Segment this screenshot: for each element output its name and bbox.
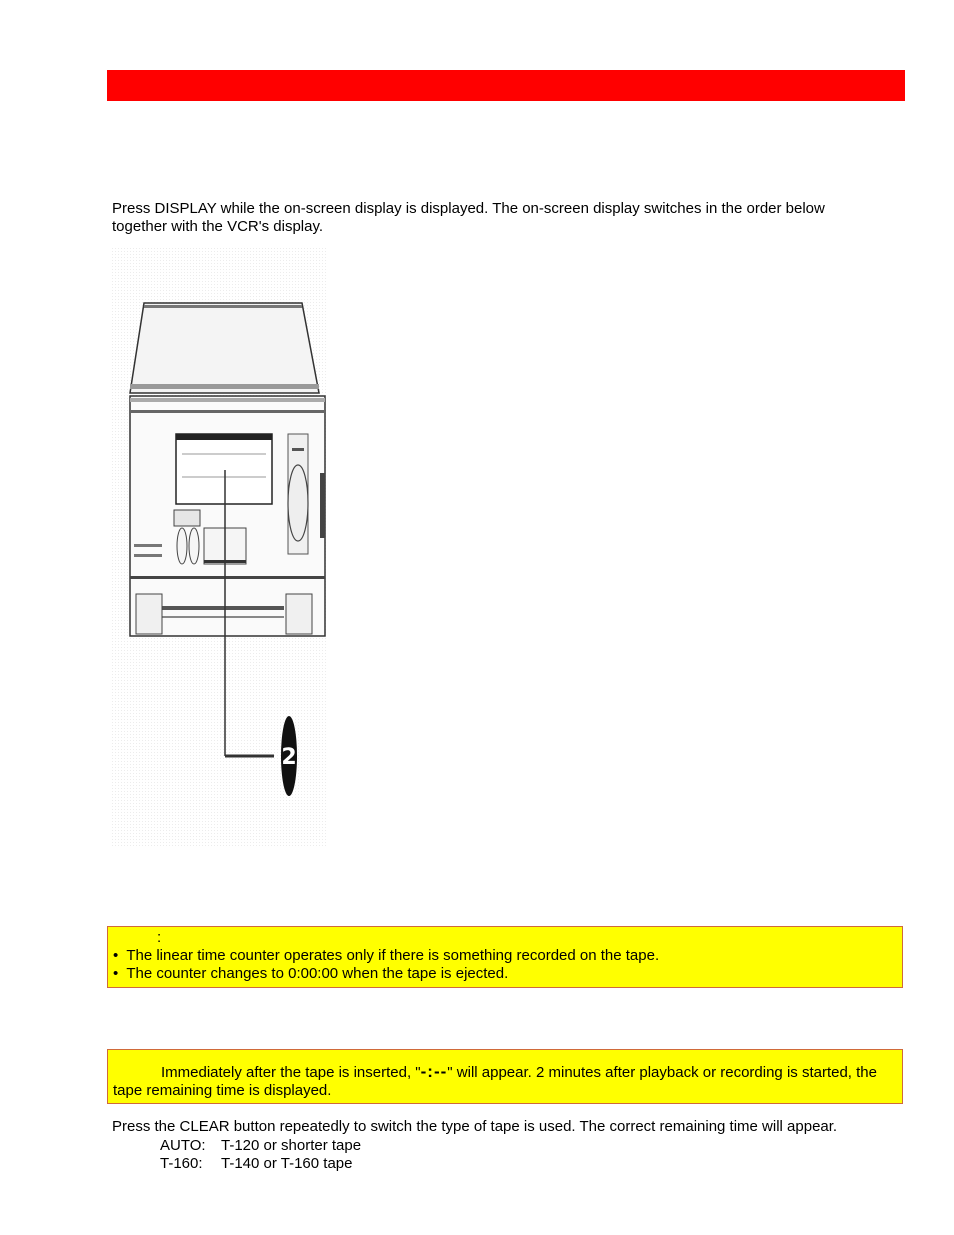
- tape-type-label: AUTO:: [160, 1137, 206, 1154]
- tape-type-desc: T-140 or T-160 tape: [221, 1155, 353, 1172]
- remaining-time-indicator: -:--: [420, 1062, 448, 1081]
- intro-paragraph: Press DISPLAY while the on-screen display is displayed. The on-screen display switches in the order below together with the VCR's display.: [112, 200, 825, 235]
- clear-button-paragraph: Press the CLEAR button repeatedly to switch the type of tape is used. The correct remaining time will appear.: [112, 1118, 838, 1135]
- note-header: :: [157, 929, 162, 946]
- vcr-front-panel-illustration: [112, 248, 327, 848]
- section-header-bar: [107, 70, 905, 101]
- callout-number: 2: [281, 745, 297, 770]
- tape-type-row: [160, 1137, 361, 1155]
- note-box-remaining-time: Immediately after the tape is inserted, "-:--" will appear. 2 minutes after playback or recording is started, the tape remaining time is displayed.: [107, 1049, 903, 1104]
- note-box-counter: [107, 926, 903, 988]
- tape-type-label: T-160:: [160, 1155, 203, 1172]
- note-bullet: • The counter changes to 0:00:00 when the tape is ejected.: [113, 965, 509, 982]
- tape-type-row: [160, 1155, 352, 1173]
- note-bullet: • The linear time counter operates only if there is something recorded on the tape.: [113, 947, 660, 964]
- tape-type-desc: T-120 or shorter tape: [221, 1137, 362, 1154]
